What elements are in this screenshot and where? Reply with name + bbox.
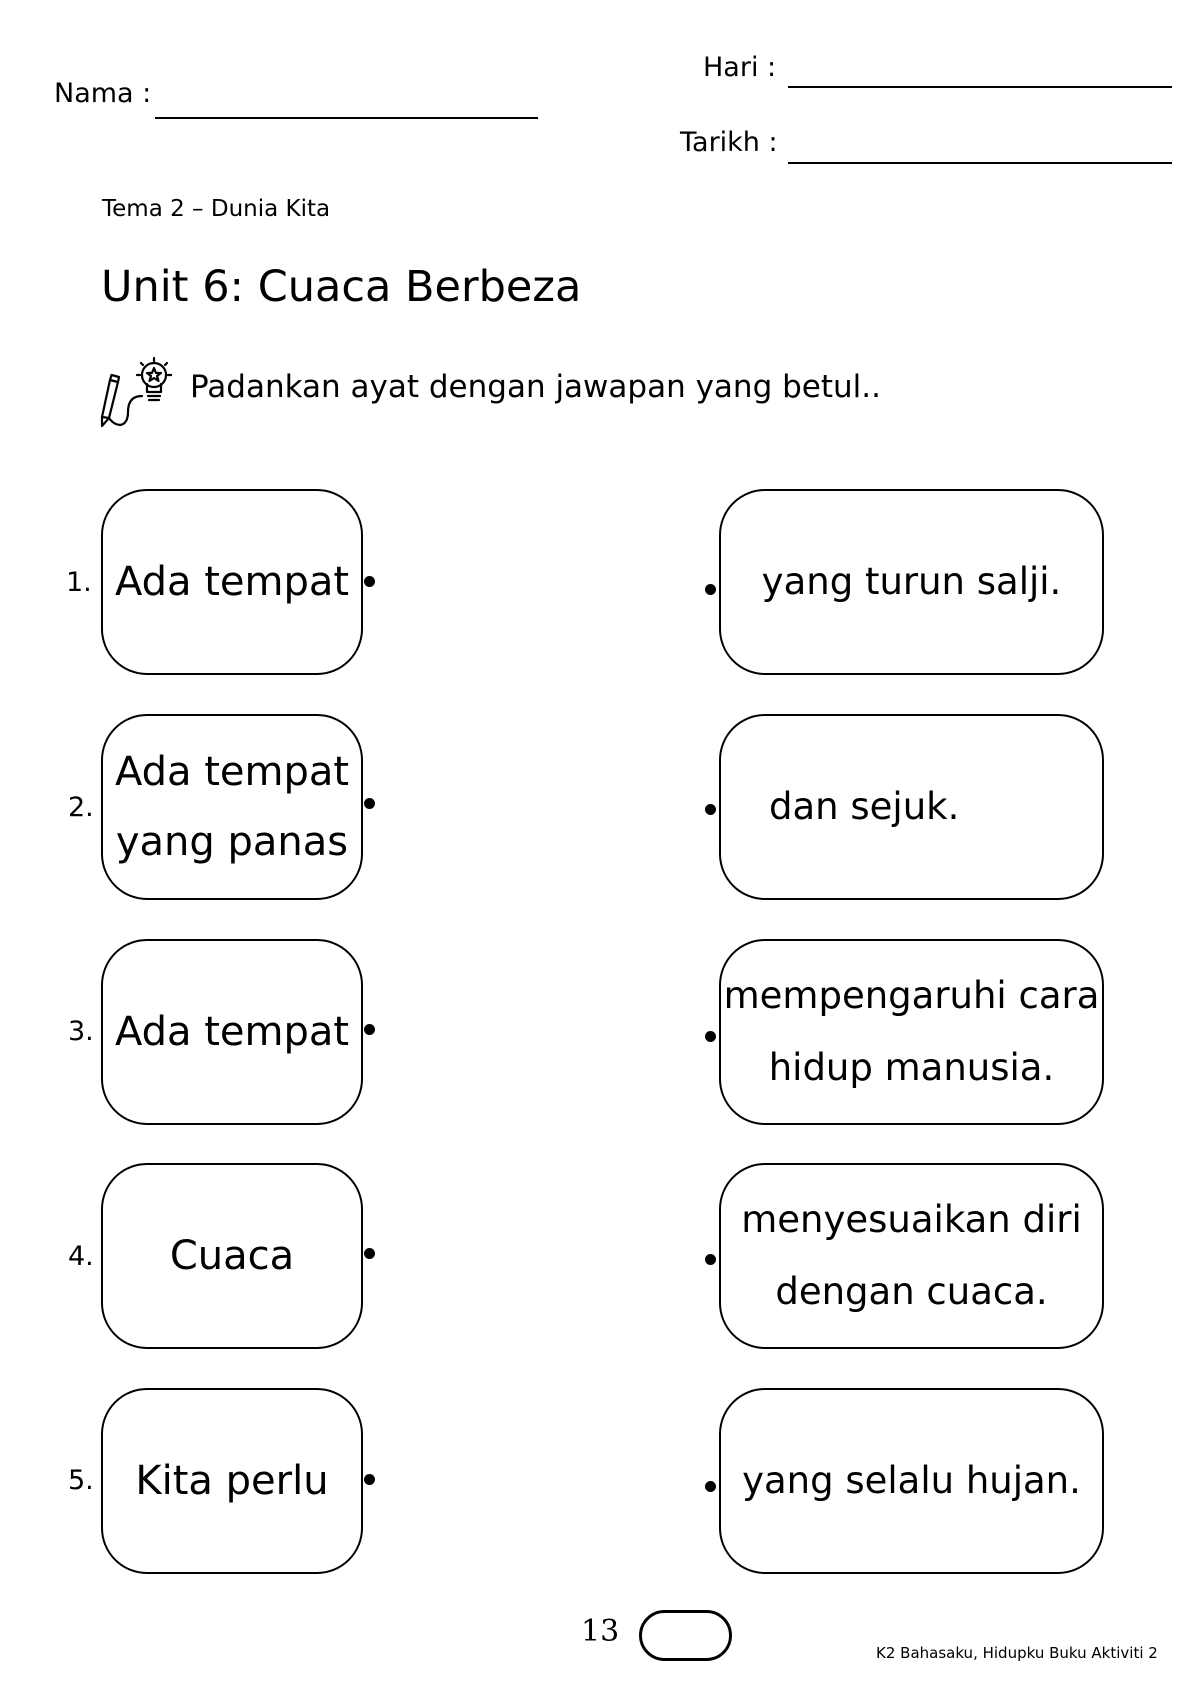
item-number: 1. (66, 567, 92, 598)
name-field[interactable] (155, 117, 538, 119)
phrase-line: hidup manusia. (768, 1046, 1055, 1089)
phrase-line: Ada tempat (114, 749, 350, 795)
match-dot-right-4[interactable] (705, 1254, 716, 1265)
phrase-line: yang turun salji. (761, 559, 1062, 603)
right-phrase-box-4 (719, 1163, 1104, 1349)
match-dot-right-2[interactable] (705, 804, 716, 815)
left-phrase-box-4 (101, 1163, 363, 1349)
match-dot-left-2[interactable] (364, 798, 375, 809)
phrase-line: Kita perlu (135, 1458, 329, 1504)
match-dot-left-1[interactable] (364, 576, 375, 587)
item-number: 4. (68, 1241, 94, 1272)
phrase-line: Cuaca (169, 1233, 295, 1279)
left-phrase-box-2 (101, 714, 363, 900)
book-title: K2 Bahasaku, Hidupku Buku Aktiviti 2 (876, 1644, 1158, 1662)
phrase-line: dan sejuk. (769, 784, 960, 828)
day-label: Hari : (703, 52, 777, 83)
score-oval[interactable] (639, 1610, 732, 1661)
page-title: Unit 6: Cuaca Berbeza (101, 262, 582, 312)
name-label: Nama : (54, 78, 152, 109)
phrase-line: dengan cuaca. (775, 1270, 1048, 1313)
match-dot-left-5[interactable] (364, 1474, 375, 1485)
right-phrase-box-5 (719, 1388, 1104, 1574)
phrase-line: mempengaruhi cara (723, 973, 1100, 1017)
phrase-line: menyesuaikan diri (741, 1197, 1082, 1241)
date-label: Tarikh : (680, 127, 778, 158)
left-phrase-box-3 (101, 939, 363, 1125)
match-dot-left-3[interactable] (364, 1024, 375, 1035)
phrase-line: yang selalu hujan. (742, 1458, 1081, 1502)
item-number: 3. (68, 1016, 94, 1047)
item-number: 2. (68, 792, 94, 823)
match-dot-left-4[interactable] (364, 1248, 375, 1259)
match-dot-right-5[interactable] (705, 1481, 716, 1492)
match-dot-right-1[interactable] (705, 584, 716, 595)
page-number: 13 (581, 1614, 620, 1649)
day-field[interactable] (788, 86, 1172, 88)
phrase-line: yang panas (115, 819, 349, 865)
item-number: 5. (68, 1465, 94, 1496)
right-phrase-box-1 (719, 489, 1104, 675)
phrase-line: Ada tempat (114, 1009, 350, 1055)
left-phrase-box-5 (101, 1388, 363, 1574)
match-dot-right-3[interactable] (705, 1031, 716, 1042)
date-field[interactable] (788, 162, 1172, 164)
right-phrase-box-3 (719, 939, 1104, 1125)
right-phrase-box-2 (719, 714, 1104, 900)
left-phrase-box-1 (101, 489, 363, 675)
pencil-lightbulb-icon (98, 356, 172, 428)
instruction-text: Padankan ayat dengan jawapan yang betul.. (190, 369, 881, 405)
phrase-line: Ada tempat (114, 559, 350, 605)
theme-label: Tema 2 – Dunia Kita (102, 196, 331, 222)
